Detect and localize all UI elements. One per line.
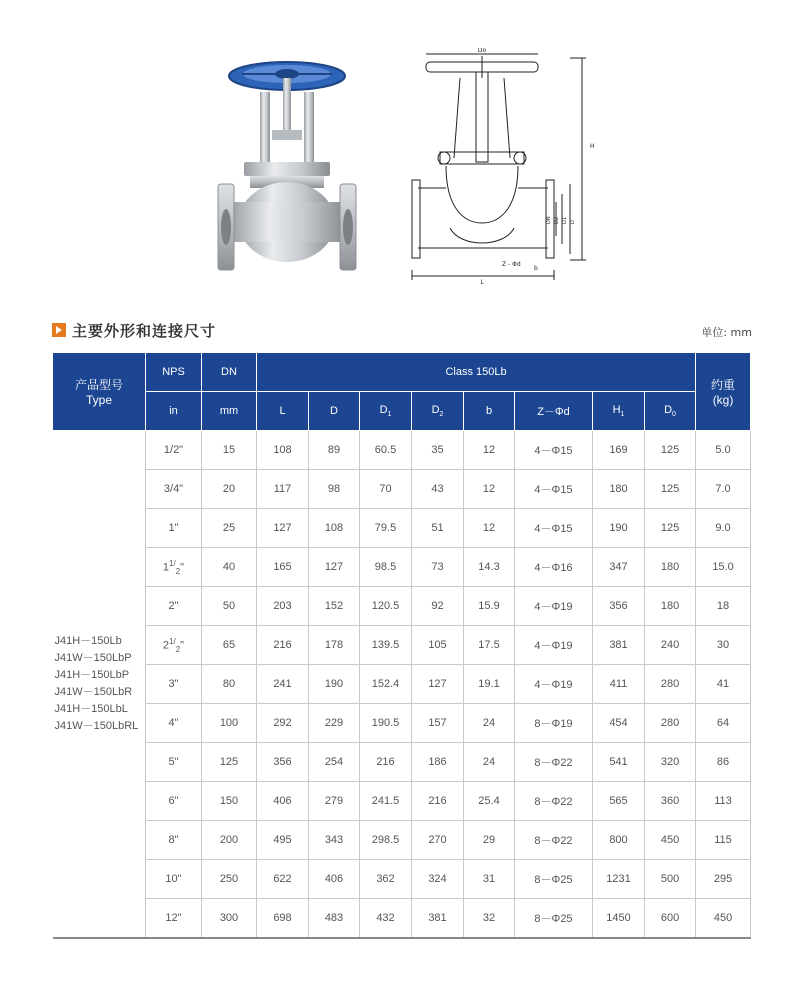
header-h1: $H_1$ [593,392,645,431]
cell-d: 127 [309,548,360,587]
cell-d2: 73 [412,548,464,587]
cell-kg: 115 [696,821,751,860]
arrow-icon [52,323,66,337]
cell-d: 343 [309,821,360,860]
table-row [53,704,751,743]
cell-l: 698 [257,899,309,939]
cell-d2: 270 [412,821,464,860]
cell-nps: 8" [146,821,202,860]
cell-d: 98 [309,470,360,509]
cell-h1: 800 [593,821,645,860]
cell-d0: 500 [645,860,696,899]
type-item: J41H－150Lb [54,635,122,647]
cell-kg: 9.0 [696,509,751,548]
cell-nps: 1/2" [146,431,202,470]
cell-d: 279 [309,782,360,821]
cell-l: 406 [257,782,309,821]
type-item: J41H－150LbL [54,703,128,715]
cell-zd: 4－Φ19 [515,587,593,626]
cell-l: 165 [257,548,309,587]
cell-h1: 1450 [593,899,645,939]
cell-kg: 30 [696,626,751,665]
cell-d: 152 [309,587,360,626]
header-in: in [146,392,202,431]
cell-dn: 65 [202,626,257,665]
cell-zd: 4－Φ15 [515,431,593,470]
cell-kg: 7.0 [696,470,751,509]
cell-d0: 600 [645,899,696,939]
cell-d1: 79.5 [360,509,412,548]
header-d1: $D_1$ [360,392,412,431]
table-row [53,665,751,704]
cell-dn: 125 [202,743,257,782]
cell-b: 29 [464,821,515,860]
cell-d1: 298.5 [360,821,412,860]
header-type: 产品型号 Type [53,353,146,431]
cell-b: 24 [464,743,515,782]
drawing-label-d2: D2 [554,216,560,224]
cell-zd: 8－Φ22 [515,743,593,782]
drawing-label-d0: Do [477,48,487,54]
cell-dn: 300 [202,899,257,939]
cell-b: 25.4 [464,782,515,821]
cell-l: 292 [257,704,309,743]
type-list [53,431,146,939]
cell-dn: 25 [202,509,257,548]
cell-h1: 190 [593,509,645,548]
cell-kg: 64 [696,704,751,743]
cell-h1: 411 [593,665,645,704]
cell-h1: 169 [593,431,645,470]
cell-nps: 5" [146,743,202,782]
header-d0: $D_0$ [645,392,696,431]
cell-d: 89 [309,431,360,470]
cell-d2: 105 [412,626,464,665]
cell-dn: 40 [202,548,257,587]
header-b: b [464,392,515,431]
cell-l: 108 [257,431,309,470]
cell-d2: 381 [412,899,464,939]
cell-b: 12 [464,431,515,470]
cell-kg: 450 [696,899,751,939]
cell-b: 24 [464,704,515,743]
cell-zd: 4－Φ19 [515,626,593,665]
cell-zd: 8－Φ19 [515,704,593,743]
cell-l: 216 [257,626,309,665]
table-row [53,587,751,626]
section-title: 主要外形和连接尺寸 [72,322,217,340]
table-row [53,470,751,509]
cell-l: 495 [257,821,309,860]
cell-nps: 3/4" [146,470,202,509]
cell-b: 15.9 [464,587,515,626]
cell-d1: 241.5 [360,782,412,821]
cell-zd: 4－Φ19 [515,665,593,704]
cell-b: 31 [464,860,515,899]
cell-nps: 2" [146,587,202,626]
cell-nps: $2^{1/}_2$" [146,626,202,665]
cell-kg: 5.0 [696,431,751,470]
type-item: J41W－150LbP [54,652,132,664]
cell-l: 117 [257,470,309,509]
cell-d2: 127 [412,665,464,704]
cell-l: 622 [257,860,309,899]
cell-nps: $1^{1/}_2$" [146,548,202,587]
cell-d1: 152.4 [360,665,412,704]
drawing-label-dn: DN [546,216,552,224]
cell-d0: 450 [645,821,696,860]
valve-drawing [410,48,600,286]
cell-d0: 320 [645,743,696,782]
cell-d0: 125 [645,431,696,470]
cell-nps: 4" [146,704,202,743]
cell-h1: 356 [593,587,645,626]
cell-d0: 240 [645,626,696,665]
cell-zd: 8－Φ25 [515,860,593,899]
header-l: L [257,392,309,431]
cell-dn: 200 [202,821,257,860]
cell-dn: 15 [202,431,257,470]
cell-d2: 186 [412,743,464,782]
cell-d1: 432 [360,899,412,939]
cell-d0: 125 [645,509,696,548]
cell-d2: 43 [412,470,464,509]
cell-b: 14.3 [464,548,515,587]
cell-d2: 35 [412,431,464,470]
cell-d1: 70 [360,470,412,509]
cell-d: 254 [309,743,360,782]
table-row [53,860,751,899]
product-figures [0,0,800,300]
cell-d: 178 [309,626,360,665]
cell-l: 356 [257,743,309,782]
cell-dn: 80 [202,665,257,704]
drawing-label-b: b [534,265,538,272]
cell-d1: 362 [360,860,412,899]
cell-d1: 216 [360,743,412,782]
cell-zd: 8－Φ22 [515,782,593,821]
table-row [53,782,751,821]
cell-zd: 4－Φ15 [515,509,593,548]
cell-zd: 8－Φ25 [515,899,593,939]
cell-zd: 4－Φ15 [515,470,593,509]
header-d2: $D_2$ [412,392,464,431]
section-header [52,318,752,342]
cell-kg: 295 [696,860,751,899]
cell-h1: 454 [593,704,645,743]
cell-d0: 180 [645,587,696,626]
table-row [53,548,751,587]
cell-h1: 180 [593,470,645,509]
drawing-label-d1: D1 [562,216,568,224]
cell-d0: 280 [645,704,696,743]
cell-d2: 216 [412,782,464,821]
cell-b: 12 [464,470,515,509]
cell-d1: 98.5 [360,548,412,587]
header-nps: NPS [146,353,202,392]
cell-d2: 92 [412,587,464,626]
cell-nps: 1" [146,509,202,548]
cell-l: 127 [257,509,309,548]
cell-d2: 51 [412,509,464,548]
cell-d0: 125 [645,470,696,509]
type-item: J41W－150LbR [54,686,133,698]
cell-kg: 15.0 [696,548,751,587]
cell-dn: 150 [202,782,257,821]
cell-dn: 20 [202,470,257,509]
cell-kg: 18 [696,587,751,626]
cell-d2: 324 [412,860,464,899]
cell-kg: 86 [696,743,751,782]
cell-b: 32 [464,899,515,939]
cell-h1: 541 [593,743,645,782]
header-dn: DN [202,353,257,392]
cell-dn: 100 [202,704,257,743]
drawing-label-d: D [570,220,576,224]
header-row [53,353,751,392]
header-d: D [309,392,360,431]
cell-d1: 190.5 [360,704,412,743]
cell-kg: 41 [696,665,751,704]
cell-kg: 113 [696,782,751,821]
cell-nps: 6" [146,782,202,821]
table-row [53,431,751,470]
cell-d1: 139.5 [360,626,412,665]
cell-l: 241 [257,665,309,704]
cell-d: 108 [309,509,360,548]
header-weight: 约重 (kg) [696,353,751,431]
cell-dn: 250 [202,860,257,899]
cell-h1: 1231 [593,860,645,899]
table-row [53,743,751,782]
table-row [53,509,751,548]
cell-d1: 60.5 [360,431,412,470]
cell-nps: 12" [146,899,202,939]
header-mm: mm [202,392,257,431]
cell-b: 17.5 [464,626,515,665]
table-row [53,899,751,939]
drawing-label-l: L [480,279,484,286]
dimension-table [52,352,751,939]
cell-b: 19.1 [464,665,515,704]
cell-dn: 50 [202,587,257,626]
cell-d0: 180 [645,548,696,587]
cell-d1: 120.5 [360,587,412,626]
cell-h1: 381 [593,626,645,665]
drawing-label-h: H [590,143,595,150]
cell-zd: 8－Φ22 [515,821,593,860]
cell-l: 203 [257,587,309,626]
cell-h1: 565 [593,782,645,821]
cell-d: 483 [309,899,360,939]
drawing-label-zd: Z - Φd [502,261,521,268]
cell-h1: 347 [593,548,645,587]
header-zd: Z－Φd [515,392,593,431]
cell-d: 190 [309,665,360,704]
header-class: Class 150Lb [257,353,696,392]
cell-nps: 3" [146,665,202,704]
cell-d2: 157 [412,704,464,743]
type-item: J41W－150LbRL [54,720,139,732]
valve-photo [212,52,362,284]
cell-d0: 280 [645,665,696,704]
type-item: J41H－150LbP [54,669,130,681]
cell-d0: 360 [645,782,696,821]
cell-d: 229 [309,704,360,743]
unit-label: 单位: mm [701,326,752,339]
cell-zd: 4－Φ16 [515,548,593,587]
cell-b: 12 [464,509,515,548]
cell-nps: 10" [146,860,202,899]
table-row [53,821,751,860]
table-row [53,626,751,665]
cell-d: 406 [309,860,360,899]
subheader-row [53,392,751,431]
